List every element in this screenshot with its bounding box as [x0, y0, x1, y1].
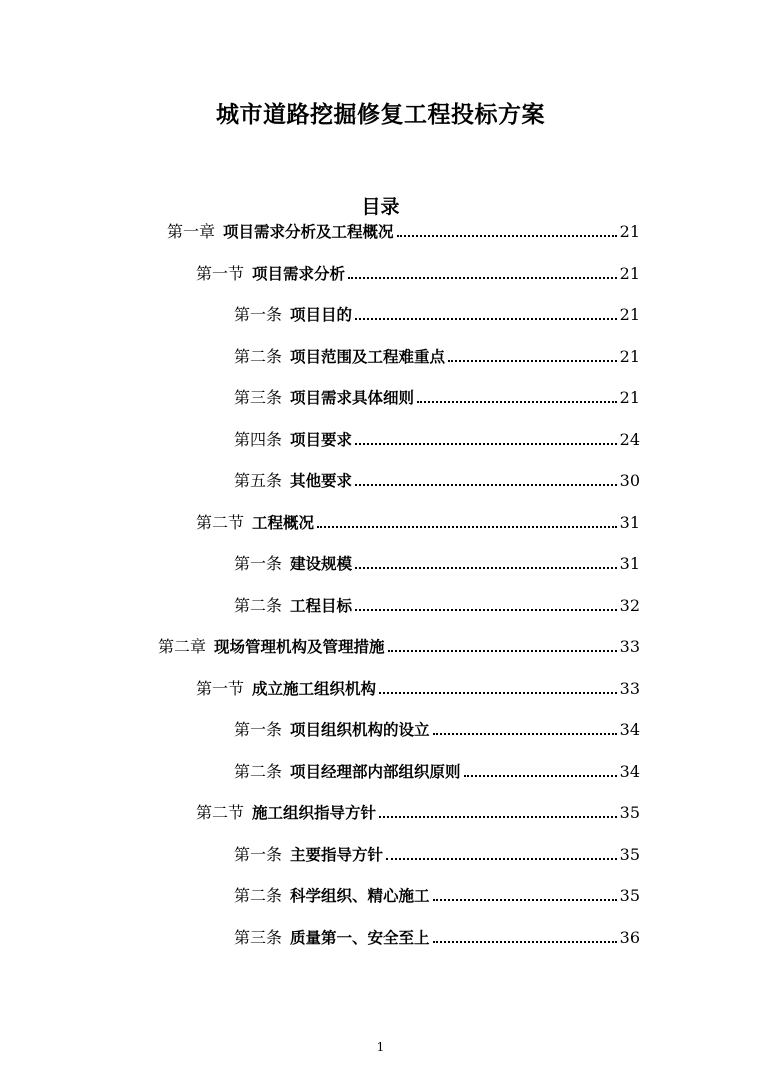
toc-entry-page: 34: [619, 762, 640, 781]
toc-entry-article[interactable]: [234, 922, 640, 948]
toc-entry-number: 第一条: [234, 305, 283, 324]
toc-leader-dots: [433, 899, 617, 901]
toc-entry-page: 32: [619, 596, 640, 615]
toc-entry-number: 第一章: [167, 222, 216, 241]
toc-entry-section[interactable]: [196, 797, 640, 823]
toc-entry-text: 项目要求: [290, 431, 353, 449]
toc-entry-text: 科学组织、精心施工: [290, 887, 430, 905]
toc-entry-number: 第二条: [234, 347, 283, 366]
toc-entry-page: 21: [619, 305, 640, 324]
toc-entry-text: 工程概况: [252, 514, 315, 532]
toc-entry-article[interactable]: [234, 548, 640, 574]
toc-leader-dots: [388, 650, 617, 652]
toc-entry-page: 35: [619, 886, 640, 905]
toc-entry-page: 21: [619, 388, 640, 407]
toc-leader-dots: [348, 277, 617, 279]
toc-entry-number: 第一节: [196, 679, 245, 698]
toc-leader-dots: [417, 401, 617, 403]
toc-entry-page: 31: [619, 554, 640, 573]
toc-entry-number: 第一条: [234, 554, 283, 573]
toc-entry-section[interactable]: [196, 507, 640, 533]
toc-entry-chapter-2[interactable]: [158, 631, 640, 657]
toc-entry-chapter-1[interactable]: [167, 216, 640, 242]
toc-entry-article[interactable]: [234, 382, 640, 408]
toc-entry-article[interactable]: [234, 341, 640, 367]
toc-leader-dots: [379, 692, 617, 694]
toc-entry-article[interactable]: [234, 299, 640, 325]
toc-entry-text: 建设规模: [290, 555, 353, 573]
page-number: 1: [376, 1040, 385, 1054]
toc-entry-number: 第二节: [196, 803, 245, 822]
toc-entry-text: 工程目标: [290, 597, 353, 615]
toc-entry-article[interactable]: [234, 839, 640, 865]
toc-entry-number: 第四条: [234, 430, 283, 449]
toc-entry-page: 33: [619, 637, 640, 656]
toc-leader-dots: [355, 443, 617, 445]
toc-leader-dots: [355, 484, 617, 486]
toc-entry-text: 质量第一、安全至上: [290, 929, 430, 947]
document-title: 城市道路挖掘修复工程投标方案: [216, 102, 545, 128]
toc-entry-section[interactable]: [196, 673, 640, 699]
toc-entry-page: 21: [619, 264, 640, 283]
toc-entry-text: 项目范围及工程难重点: [290, 348, 446, 366]
toc-entry-page: 35: [619, 803, 640, 822]
toc-entry-number: 第一条: [234, 720, 283, 739]
toc-entry-article[interactable]: [234, 756, 640, 782]
toc-entry-number: 第三条: [234, 928, 283, 947]
toc-entry-text: 现场管理机构及管理措施: [214, 638, 385, 656]
toc-entry-text: 其他要求: [290, 472, 353, 490]
toc-entry-text: 项目需求分析: [252, 265, 346, 283]
toc-entry-page: 34: [619, 720, 640, 739]
toc-entry-number: 第三条: [234, 388, 283, 407]
toc-leader-dots: [433, 733, 617, 735]
toc-heading: 目录: [361, 196, 400, 218]
toc-entry-text: 项目需求分析及工程概况: [223, 223, 394, 241]
toc-entry-number: 第二条: [234, 596, 283, 615]
toc-entry-page: 33: [619, 679, 640, 698]
toc-entry-article[interactable]: [234, 424, 640, 450]
toc-leader-dots: [317, 526, 617, 528]
toc-entry-number: 第二章: [158, 637, 207, 656]
toc-entry-page: 35: [619, 845, 640, 864]
toc-entry-text: 成立施工组织机构: [252, 680, 377, 698]
toc-entry-page: 21: [619, 222, 640, 241]
toc-leader-dots: [355, 567, 617, 569]
toc-entry-page: 36: [619, 928, 640, 947]
toc-entry-text: 施工组织指导方针: [252, 804, 377, 822]
toc-entry-number: 第一节: [196, 264, 245, 283]
toc-entry-text: 项目组织机构的设立: [290, 721, 430, 739]
toc-entry-text: 主要指导方针: [290, 846, 384, 864]
toc-entry-text: 项目经理部内部组织原则: [290, 763, 461, 781]
toc-leader-dots: [464, 775, 617, 777]
toc-entry-text: 项目目的: [290, 306, 353, 324]
toc-entry-article[interactable]: [234, 465, 640, 491]
toc-entry-number: 第二条: [234, 886, 283, 905]
toc-entry-section[interactable]: [196, 258, 640, 284]
toc-entry-number: 第一条: [234, 845, 283, 864]
toc-entry-page: 31: [619, 513, 640, 532]
toc-entry-article[interactable]: [234, 590, 640, 616]
toc-entry-number: 第二节: [196, 513, 245, 532]
toc-entry-page: 21: [619, 347, 640, 366]
toc-entry-article[interactable]: [234, 714, 640, 740]
toc-entry-page: 30: [619, 471, 640, 490]
toc-leader-dots: [355, 609, 617, 611]
toc-leader-dots: [433, 941, 617, 943]
toc-entry-page: 24: [619, 430, 640, 449]
toc-leader-dots: [386, 858, 617, 860]
toc-entry-number: 第五条: [234, 471, 283, 490]
toc-leader-dots: [397, 235, 617, 237]
toc-entry-number: 第二条: [234, 762, 283, 781]
toc-leader-dots: [448, 360, 617, 362]
toc-entry-text: 项目需求具体细则: [290, 389, 415, 407]
toc-leader-dots: [355, 318, 617, 320]
toc-entry-article[interactable]: [234, 880, 640, 906]
toc-leader-dots: [379, 816, 617, 818]
